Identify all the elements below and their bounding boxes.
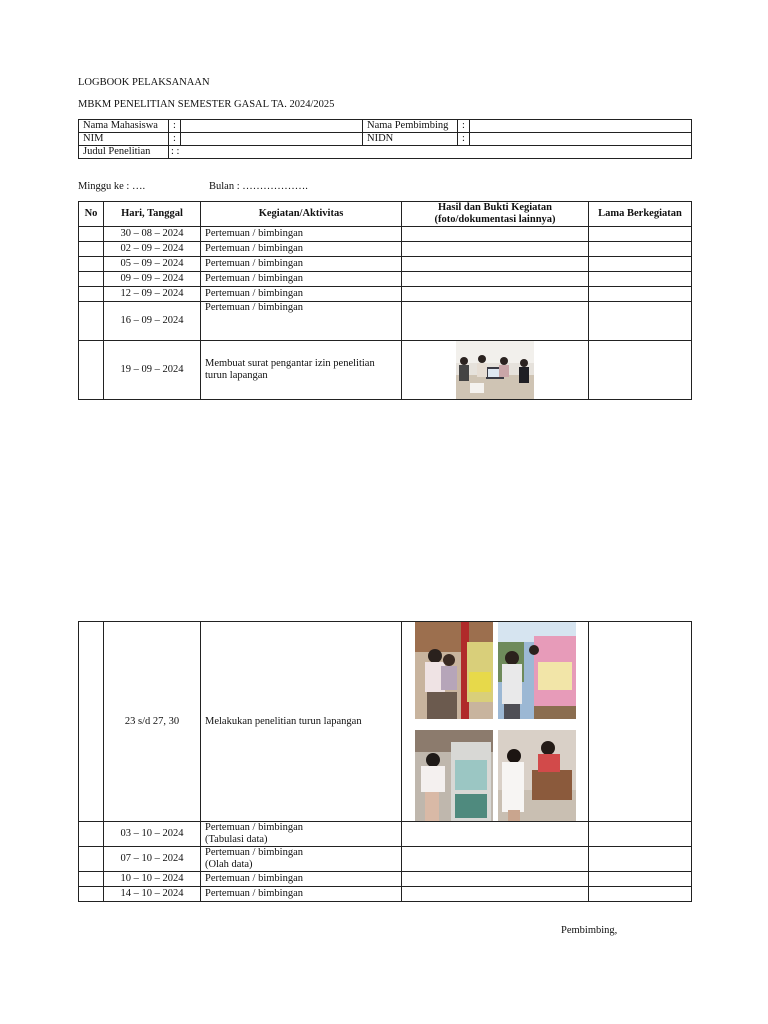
table-row (79, 272, 692, 287)
table-header-row (79, 202, 692, 227)
label-nidn: NIDN (363, 133, 458, 146)
no-cell (79, 887, 104, 902)
table-row (79, 887, 692, 902)
photo-field-research-3 (415, 730, 493, 822)
no-cell (79, 242, 104, 257)
minggu-label: Minggu ke : …. (78, 181, 146, 192)
col-kegiatan: Kegiatan/Aktivitas (201, 202, 402, 227)
activity-cell: Pertemuan / bimbingan (201, 872, 402, 887)
info-row (79, 120, 692, 133)
duration-cell (589, 272, 692, 287)
activity-cell: Pertemuan / bimbingan (201, 272, 402, 287)
logbook-table (78, 201, 692, 400)
activity-cell: Pertemuan / bimbingan (201, 242, 402, 257)
table-row (79, 341, 692, 400)
photo-office-meeting (456, 341, 534, 399)
activity-cell: Pertemuan / bimbingan (201, 887, 402, 902)
table-row (79, 257, 692, 272)
table-row (79, 872, 692, 887)
bulan-label: Bulan : ………………. (209, 181, 308, 192)
doc-title: LOGBOOK PELAKSANAAN (78, 77, 210, 88)
evidence-cell (402, 302, 589, 341)
no-cell (79, 287, 104, 302)
col-hasil-line2: (foto/dokumentasi lainnya) (434, 214, 556, 225)
duration-cell (589, 242, 692, 257)
duration-cell (589, 302, 692, 341)
date-cell: 14 – 10 – 2024 (104, 887, 201, 902)
table-row (79, 287, 692, 302)
doc-subtitle: MBKM PENELITIAN SEMESTER GASAL TA. 2024/2025 (78, 99, 335, 110)
date-cell: 05 – 09 – 2024 (104, 257, 201, 272)
activity-cell: Pertemuan / bimbingan (201, 257, 402, 272)
date-cell: 03 – 10 – 2024 (104, 822, 201, 847)
activity-line: Membuat surat pengantar izin penelitian (205, 358, 375, 369)
date-cell: 23 s/d 27, 30 (104, 622, 201, 822)
value-nidn[interactable] (470, 133, 692, 146)
activity-line: (Tabulasi data) (205, 834, 268, 845)
no-cell (79, 622, 104, 822)
no-cell (79, 341, 104, 400)
photo-field-research-1 (415, 622, 493, 719)
photo-field-research-2 (498, 622, 576, 719)
col-hasil (402, 202, 589, 227)
table-row (79, 622, 692, 822)
activity-line: Pertemuan / bimbingan (205, 847, 303, 858)
no-cell (79, 872, 104, 887)
label-nim: NIM (79, 133, 169, 146)
label-judul-penelitian: Judul Penelitian (79, 146, 169, 159)
value-nim[interactable] (181, 133, 363, 146)
date-cell: 07 – 10 – 2024 (104, 847, 201, 872)
duration-cell (589, 847, 692, 872)
date-cell: 09 – 09 – 2024 (104, 272, 201, 287)
col-hasil-line1: Hasil dan Bukti Kegiatan (437, 202, 553, 213)
label-nama-pembimbing: Nama Pembimbing (363, 120, 458, 133)
activity-cell (201, 847, 402, 872)
date-cell: 16 – 09 – 2024 (104, 302, 201, 341)
activity-line: Pertemuan / bimbingan (205, 822, 303, 833)
no-cell (79, 272, 104, 287)
pembimbing-signature-label: Pembimbing, (561, 925, 618, 936)
duration-cell (589, 257, 692, 272)
colon: : (458, 133, 470, 146)
duration-cell (589, 227, 692, 242)
colon: : (169, 133, 181, 146)
duration-cell (589, 887, 692, 902)
activity-line: turun lapangan (205, 370, 268, 381)
evidence-cell (402, 872, 589, 887)
value-judul-penelitian[interactable]: : : (169, 146, 692, 159)
activity-cell: Pertemuan / bimbingan (201, 287, 402, 302)
col-lama: Lama Berkegiatan (589, 202, 692, 227)
date-cell: 10 – 10 – 2024 (104, 872, 201, 887)
activity-cell: Melakukan penelitian turun lapangan (201, 622, 402, 822)
evidence-cell (402, 847, 589, 872)
evidence-cell (402, 622, 589, 822)
duration-cell (589, 287, 692, 302)
value-nama-mahasiswa[interactable] (181, 120, 363, 133)
evidence-cell (402, 242, 589, 257)
evidence-cell (402, 287, 589, 302)
value-nama-pembimbing[interactable] (470, 120, 692, 133)
evidence-cell (402, 272, 589, 287)
colon: : (458, 120, 470, 133)
table-row (79, 242, 692, 257)
duration-cell (589, 341, 692, 400)
colon: : (169, 120, 181, 133)
logbook-table-continued (78, 621, 692, 902)
evidence-cell (402, 227, 589, 242)
table-row (79, 822, 692, 847)
no-cell (79, 302, 104, 341)
info-table (78, 119, 692, 159)
no-cell (79, 822, 104, 847)
no-cell (79, 847, 104, 872)
photo-field-research-4 (498, 730, 576, 822)
date-cell: 19 – 09 – 2024 (104, 341, 201, 400)
duration-cell (589, 622, 692, 822)
activity-line: (Olah data) (205, 859, 253, 870)
table-row (79, 847, 692, 872)
date-cell: 12 – 09 – 2024 (104, 287, 201, 302)
col-hari-tanggal: Hari, Tanggal (104, 202, 201, 227)
evidence-cell (402, 257, 589, 272)
info-row (79, 146, 692, 159)
activity-cell: Pertemuan / bimbingan (201, 227, 402, 242)
evidence-cell (402, 822, 589, 847)
no-cell (79, 257, 104, 272)
table-row (79, 227, 692, 242)
evidence-cell (402, 341, 589, 400)
date-cell: 30 – 08 – 2024 (104, 227, 201, 242)
evidence-cell (402, 887, 589, 902)
duration-cell (589, 822, 692, 847)
no-cell (79, 227, 104, 242)
info-row (79, 133, 692, 146)
date-cell: 02 – 09 – 2024 (104, 242, 201, 257)
col-no: No (79, 202, 104, 227)
activity-cell (201, 822, 402, 847)
table-row (79, 302, 692, 341)
activity-cell (201, 341, 402, 400)
label-nama-mahasiswa: Nama Mahasiswa (79, 120, 169, 133)
duration-cell (589, 872, 692, 887)
activity-cell: Pertemuan / bimbingan (201, 302, 402, 341)
